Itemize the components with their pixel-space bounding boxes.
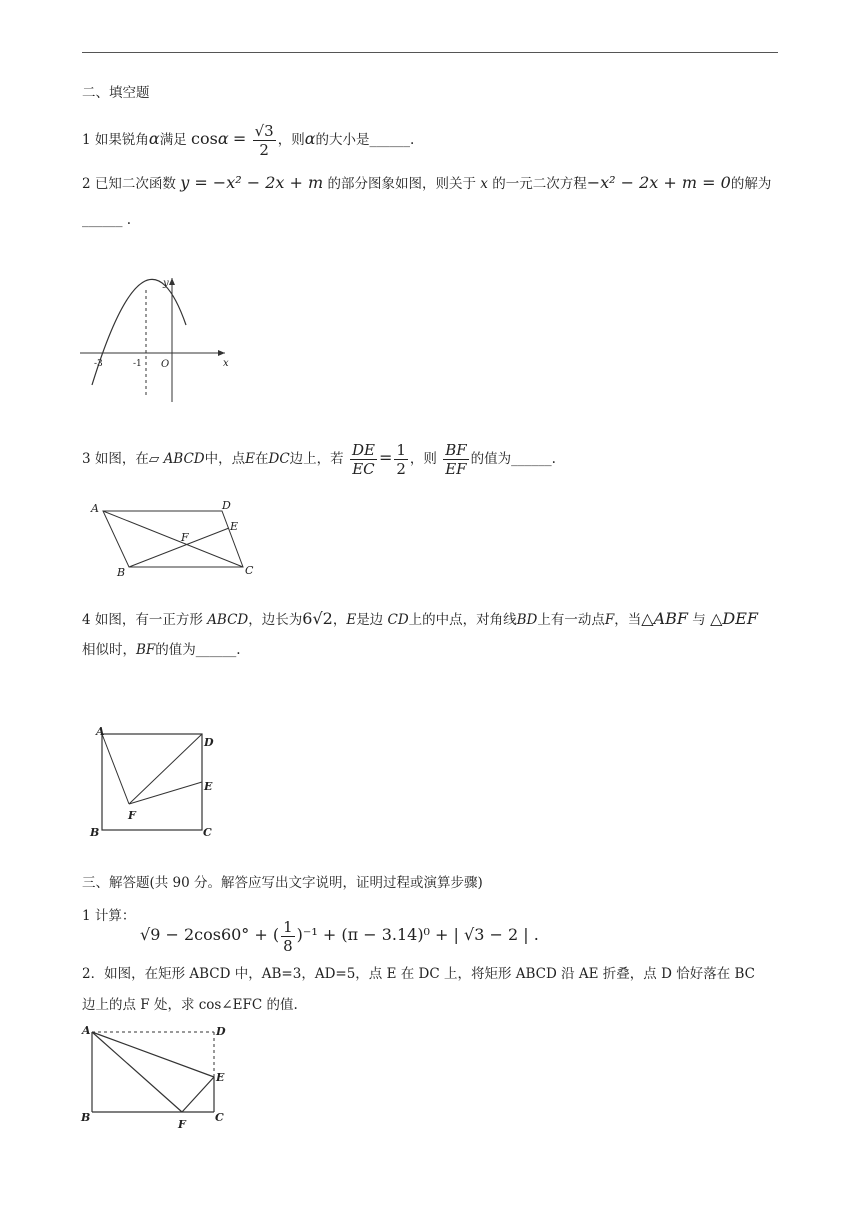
rect-point-a: A (82, 1024, 91, 1037)
fraction-de-ec: $\frac{DE}{EC}$ (351, 441, 375, 478)
sq-point-c: C (203, 826, 212, 839)
rect-point-d: D (216, 1025, 226, 1038)
point-c: C (245, 564, 254, 577)
question-2-2-line2: ______ . (82, 212, 132, 228)
sq-point-b: B (90, 826, 100, 839)
sq-point-e: E (204, 780, 213, 793)
section-title-fill-in: 二、填空题 (82, 85, 150, 101)
question-2-3: 3 如图，在▱ ABCD中，点E在DC边上，若 $\frac{DE}{EC}$ = $\frac{1}{2}$ ，则 $\frac{BF}{EF}$ 的值为______. (82, 441, 556, 478)
question-2-4-line1: 4 如图，有一正方形 ABCD，边长为6√2，E是边 CD上的中点，对角线BD上有一动点F，当△ABF 与 △DEF (82, 609, 758, 628)
question-2-2-line1: 2 已知二次函数 y = −x² − 2x + m 的部分图象如图，则关于 x 的一元二次方程−x² − 2x + m = 0的解为 (82, 173, 772, 192)
point-b: B (117, 566, 126, 579)
parallelogram-figure (85, 495, 265, 585)
tick-minus-1: -1 (133, 359, 142, 369)
fraction-sqrt3-over-2: $\frac{√3}{2}$ (254, 122, 274, 159)
question-2-1: 1 如果锐角α满足 cosα = $\frac{√3}{2}$ ，则α的大小是______. (82, 122, 415, 159)
rect-point-f: F (178, 1118, 186, 1131)
sq-point-f: F (128, 809, 136, 822)
rect-point-c: C (215, 1111, 224, 1124)
question-2-4-line2: 相似时，BF的值为______. (82, 642, 241, 658)
sq-point-a: A (96, 725, 105, 738)
graph-x-label: x (223, 358, 229, 369)
origin-label: O (161, 359, 170, 370)
tick-minus-3: -3 (94, 359, 103, 369)
fraction-bf-ef: $\frac{BF}{EF}$ (445, 441, 467, 478)
question-3-2-line2: 边上的点 F 处，求 cos∠EFC 的值. (82, 997, 298, 1013)
header-rule (82, 52, 778, 53)
graph-y-label: y (163, 278, 169, 289)
rect-point-e: E (216, 1071, 225, 1084)
square-figure (85, 722, 220, 842)
section-title-solutions: 三、解答题(共 90 分。解答应写出文字说明，证明过程或演算步骤) (82, 875, 483, 891)
fraction-one-half: $\frac{1}{2}$ (396, 441, 406, 478)
parabola-graph (75, 270, 245, 405)
question-3-1-expression: √9 − 2cos60° + ( $\frac{1}{8}$ )⁻¹ + (π − 3.14)⁰ + | √3 − 2 | . (140, 918, 539, 955)
point-d: D (222, 499, 231, 512)
point-a: A (91, 502, 99, 515)
fraction-one-eighth: $\frac{1}{8}$ (283, 918, 293, 955)
point-f: F (181, 531, 189, 544)
rectangle-fold-figure (78, 1022, 238, 1132)
sq-point-d: D (204, 736, 214, 749)
point-e: E (230, 520, 239, 533)
question-3-2-line1: 2．如图，在矩形 ABCD 中，AB=3，AD=5，点 E 在 DC 上，将矩形 ABCD 沿 AE 折叠，点 D 恰好落在 BC (82, 966, 756, 982)
rect-point-b: B (81, 1111, 91, 1124)
question-3-1-label: 1 计算： (82, 908, 136, 924)
